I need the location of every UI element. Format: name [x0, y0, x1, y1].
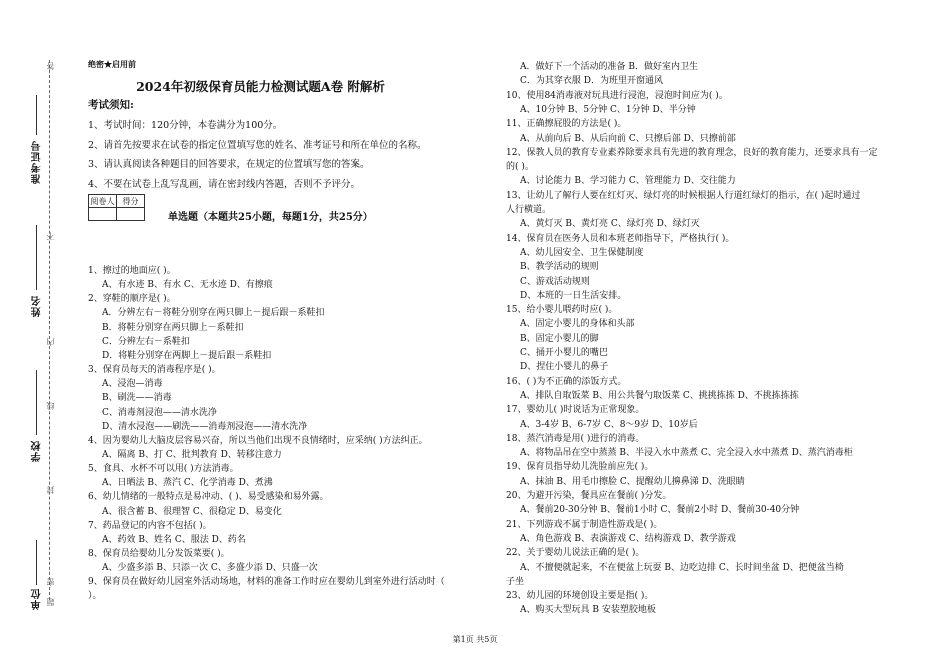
question-text: 人行横道。	[506, 205, 552, 215]
answer-options: B．将鞋分别穿在两只脚上－系鞋扣	[102, 322, 244, 333]
answer-options: C．分辨左右－系鞋扣	[102, 336, 190, 347]
notice-item: 2、请首先按要求在试卷的指定位置填写您的姓名、准考证号和所在单位的名称。	[88, 140, 427, 151]
question-stem: 16、( )为不正确的添饭方式。	[506, 376, 627, 387]
question-stem: 17、婴幼儿( )时说话为正常现象。	[506, 405, 645, 416]
seal-mark: 内	[46, 338, 55, 346]
answer-options: A、固定小婴儿的身体和头部	[520, 319, 635, 330]
answer-options: A、排队自取饭菜 B、用公共餐勺取饭菜 C、挑挑拣拣 D、不挑拣拣拣	[520, 390, 799, 401]
question-stem: 23、幼儿园的环境创设主要是指( )。	[506, 591, 654, 602]
section-title: 单选题（本题共25小题，每题1分，共25分）	[168, 212, 373, 223]
grader-label: 阅卷人	[90, 196, 115, 206]
answer-options: D、本班的一日生活安排。	[520, 290, 627, 301]
question-stem: 5、食具、水杯不可以用( )方法消毒。	[88, 464, 239, 475]
seal-mark: 线	[46, 402, 55, 410]
question-stem: 7、药品登记的内容不包括( )。	[88, 520, 212, 531]
answer-options: A、角色游戏 B、表演游戏 C、结构游戏 D、教学游戏	[520, 533, 736, 544]
answer-options: A、有水迹 B、有水 C、无水迹 D、有擦痕	[102, 280, 273, 291]
question-text: 的( )。	[506, 162, 534, 173]
answer-options: C．为其穿衣服 D．为班里开窗通风	[520, 76, 663, 87]
answer-options: A、10分钟 B、5分钟 C、1分钟 D、半分钟	[520, 104, 696, 115]
answer-options: C、游戏活动规则	[520, 276, 590, 287]
seal-mark: 密	[46, 578, 55, 586]
answer-options: A、抹油 B、用毛巾擦脸 C、提醒幼儿擤鼻涕 D、洗眼睛	[520, 476, 745, 487]
question-stem: 12、保教人员的教育专业素养除要求具有先进的教育理念，良好的教育能力，还要求具有一定	[506, 147, 878, 158]
notice-heading: 考试须知:	[88, 99, 134, 111]
page-title: 2024年初级保育员能力检测试题A卷 附解析	[136, 79, 385, 94]
answer-options: A、日晒法 B、蒸汽 C、化学消毒 D、煮沸	[102, 478, 273, 489]
question-stem: 15、给小婴儿喂药时应( )。	[506, 305, 618, 316]
answer-options: B、刷洗——消毒	[102, 393, 172, 404]
binding-margin	[0, 0, 70, 671]
answer-options: B、教学活动的规则	[520, 262, 599, 273]
question-stem: 11、正确擦屁股的方法是( )。	[506, 119, 627, 130]
answer-options: B、固定小婴儿的脚	[520, 333, 599, 344]
name-blank	[36, 225, 37, 290]
question-stem: 6、幼儿情绪的一般特点是易冲动、( )、易受感染和易外露。	[88, 492, 329, 503]
answer-options: A、黄灯灭 B、黄灯亮 C、绿灯亮 D、绿灯灭	[520, 219, 700, 230]
question-stem: 3、保育员每天的消毒程序是( )。	[88, 365, 221, 376]
question-stem: 21、下列游戏不属于制造性游戏是( )。	[506, 519, 663, 530]
question-stem: 14、保育员在医务人员和本班老师指导下，严格执行( )。	[506, 233, 735, 244]
seal-mark: 答	[46, 62, 55, 70]
question-stem: 18、蒸汽消毒是用( )进行的消毒。	[506, 433, 645, 444]
seal-mark: 封	[46, 486, 55, 494]
question-stem: 4、因为婴幼儿大脑皮层容易兴奋，所以当他们出现不良情绪时，应采纳( )方法纠正。	[88, 435, 428, 446]
answer-options: A、购买大型玩具 B 安装塑胶地板	[520, 605, 656, 616]
score-cell[interactable]	[117, 208, 145, 221]
answer-options: A、讨论能力 B、学习能力 C、管理能力 D、交往能力	[520, 176, 736, 187]
answer-options: A、餐前20-30分钟 B、餐前1小时 C、餐前2小时 D、餐前30-40分钟	[520, 505, 800, 516]
answer-options: A、将物品吊在空中蒸蒸 B、半浸入水中蒸煮 C、完全浸入水中蒸煮 D、蒸汽消毒柜	[520, 448, 853, 459]
candidate-no-blank	[36, 95, 37, 135]
answer-options: A．做好下一个活动的准备 B．做好室内卫生	[520, 62, 698, 72]
seal-mark: 不	[46, 232, 55, 240]
school-blank	[36, 370, 37, 435]
page-footer: 第1页 共5页	[452, 635, 498, 644]
seal-line	[49, 60, 50, 600]
question-stem: 22、关于婴幼儿说法正确的是( )。	[506, 548, 645, 559]
notice-item: 3、请认真阅读各种题目的回答要求，在规定的位置填写您的答案。	[88, 159, 370, 170]
question-stem: 8、保育员给婴幼儿分发饭菜要( )。	[88, 549, 230, 559]
notice-item: 4、不要在试卷上乱写乱画，请在密封线内答题，否则不予评分。	[88, 179, 361, 190]
question-text: ）。	[88, 591, 102, 602]
secret-mark: 绝密★启用前	[88, 59, 136, 69]
question-text: 子坐	[506, 576, 525, 587]
answer-options: A．分辨左右－将鞋分别穿在两只脚上－提后跟－系鞋扣	[102, 308, 325, 319]
seal-mark: 题	[46, 598, 55, 606]
question-stem: 10、使用84消毒液对玩具进行浸泡，浸泡时间应为( )。	[506, 90, 728, 101]
notice-item: 1、考试时间：120分钟，本卷满分为100分。	[88, 120, 283, 131]
answer-options: A、少盛多添 B、只添一次 C、多盛少添 D、只盛一次	[102, 563, 318, 574]
answer-options: D、清水浸泡——刷洗——消毒剂浸泡——清水洗净	[102, 421, 308, 432]
unit-label: 单位	[32, 588, 43, 610]
answer-options: A、隔离 B、打 C、批判教育 D、转移注意力	[102, 449, 282, 460]
answer-options: A、3-4岁 B、6-7岁 C、8～9岁 D、10岁后	[520, 419, 698, 430]
answer-options: A、幼儿园安全、卫生保健制度	[520, 247, 644, 258]
name-label: 姓名	[32, 295, 43, 317]
score-table	[88, 194, 145, 221]
candidate-no-label: 准考证号	[32, 140, 43, 184]
answer-options: A、浸泡—消毒	[102, 379, 163, 390]
school-label: 学校	[32, 440, 43, 462]
answer-options: C、捅开小婴儿的嘴巴	[520, 348, 608, 358]
score-label: 得分	[117, 195, 145, 208]
answer-options: A、从前向后 B、从后向前 C、只擦后部 D、只擦前部	[520, 133, 736, 144]
question-stem: 20、为避开污染，餐具应在餐前( )分发。	[506, 491, 672, 501]
question-stem: 13、让幼儿了解行人要在红灯灭、绿灯亮的时候根据人行道红绿灯的指示，在( )起时通过	[506, 190, 861, 201]
answer-options: A、很含蓄 B、很理智 C、很稳定 D、易变化	[102, 506, 282, 517]
question-stem: 9、保育员在做好幼儿园室外活动场地，材料的准备工作时应在婴幼儿到室外进行活动时（	[88, 577, 445, 588]
answer-options: C、消毒剂浸泡——清水洗净	[102, 407, 217, 418]
grader-cell[interactable]	[89, 208, 117, 221]
question-stem: 19、保育员指导幼儿洗脸前应先( )。	[506, 462, 654, 473]
answer-options: A、不擅便就起来，不在便盆上玩耍 B、边吃边排 C、长时间坐盆 D、把便盆当椅	[520, 562, 844, 573]
question-stem: 1、擦过的地面应( )。	[88, 266, 176, 276]
answer-options: A、药效 B、姓名 C、服法 D、药名	[102, 534, 246, 545]
answer-options: D、捏住小婴儿的鼻子	[520, 362, 609, 373]
question-stem: 2、穿鞋的顺序是( )。	[88, 294, 176, 305]
unit-blank	[36, 540, 37, 585]
answer-options: D．将鞋分别穿在两脚上－提后跟－系鞋扣	[102, 350, 272, 361]
